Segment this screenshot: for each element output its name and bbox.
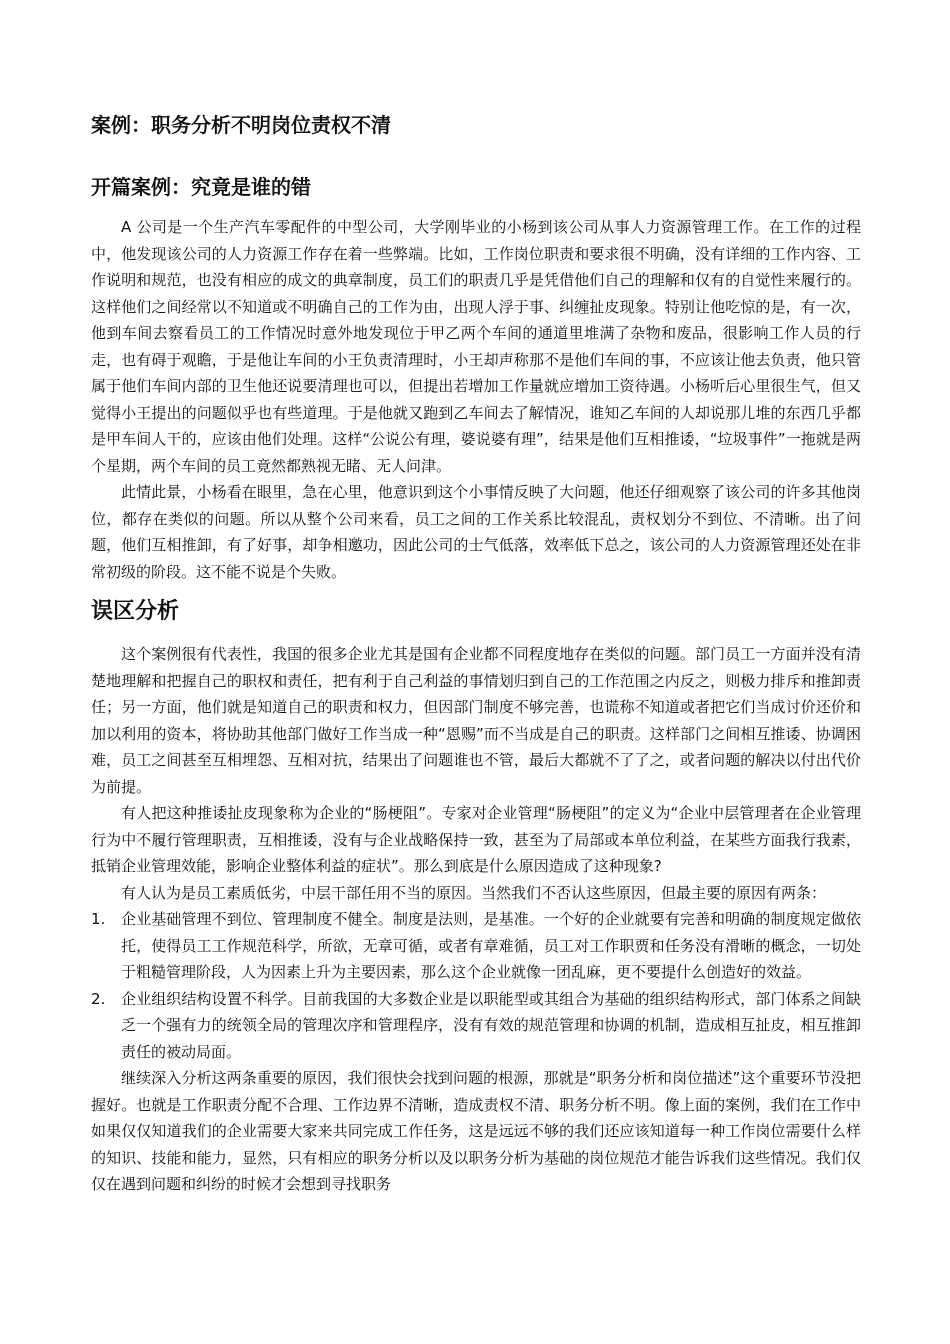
analysis-paragraph-1: 这个案例很有代表性，我国的很多企业尤其是国有企业都不同程度地存在类似的问题。部门员工一方面并没有清楚地理解和把握自己的职权和责任，把有利于自己利益的事情划归到自己的工作范围之内反之，则极力排斥和推卸责任；另一方面，他们就是知道自己的职责和权力，但因部门制度不够完善，也谎称不知道或者把它们当成讨价还价和加以利用的资本，将协助其他部门做好工作当成一种“恩赐”而不当成是自己的职责。这样部门之间相互推诿、协调困难，员工之间甚至互相埋怨、互相对抗，结果出了问题谁也不管，最后大都就不了了之，或者问题的解决以付出代价为前提。 [91, 645, 861, 796]
analysis-paragraph-2: 有人把这种推诿扯皮现象称为企业的“肠梗阻”。专家对企业管理“肠梗阻”的定义为“企业中层管理者在企业管理行为中不履行管理职责，互相推诿，没有与企业战略保持一致，甚至为了局部或本单位利益，在某些方面我行我素，抵销企业管理效能，影响企业整体利益的症状”。那么到底是什么原因造成了这种现象? [91, 804, 861, 875]
analysis-title: 误区分析 [91, 599, 180, 624]
opening-case-title: 开篇案例：究竟是谁的错 [91, 175, 311, 199]
opening-paragraph-2: 此情此景，小杨看在眼里，急在心里，他意识到这个小事情反映了大问题，他还仔细观察了该公司的许多其他岗位，都存在类似的问题。所以从整个公司来看，员工之间的工作关系比较混乱，责权划分不到位、不清晰。出了问题，他们互相推卸，有了好事，却争相邀功，因此公司的士气低落，效率低下总之，该公司的人力资源管理还处在非常初级的阶段。这不能不说是个失败。 [91, 483, 861, 581]
list-item-number: 1. [91, 910, 106, 928]
document-page [91, 108, 861, 1198]
closing-paragraph: 继续深入分析这两条重要的原因，我们很快会找到问题的根源，那就是“职务分析和岗位描述”这个重要环节没把握好。也就是工作职责分配不合理、工作边界不清晰，造成责权不清、职务分析不明。像上面的案例，我们在工作中如果仅仅知道我们的企业需要大家来共同完成工作任务，这是远远不够的我们还应该知道每一种工作岗位需要什么样的知识、技能和能力，显然，只有相应的职务分析以及以职务分析为基础的岗位规范才能告诉我们这些情况。我们仅仅在遇到问题和纠纷的时候才会想到寻找职务 [91, 1069, 861, 1193]
list-item-text: 企业基础管理不到位、管理制度不健全。制度是法则，是基准。一个好的企业就要有完善和明确的制度规定做依托，使得员工工作规范科学，所欲，无章可循，或者有章难循，员工对工作职贾和任务没有滑晰的概念，一切处于粗糙管理阶段，人为因素上升为主要因素，那么这个企业就像一团乱麻，更不要提什么创造好的效益。 [121, 910, 861, 981]
list-item [91, 986, 861, 1066]
list-item-text: 企业组织结构设置不科学。目前我国的大多数企业是以职能型或其组合为基础的组织结构形式，部门体系之间缺乏一个强有力的统领全局的管理次序和管理程序，没有有效的规范管理和协调的机制，造成相互扯皮，相互推卸责任的被动局面。 [121, 989, 861, 1061]
reasons-list [91, 906, 861, 1065]
analysis-paragraph-3: 有人认为是员工素质低劣，中层干部任用不当的原因。当然我们不否认这些原因，但最主要的原因有两条： [121, 883, 827, 902]
list-item-number: 2. [91, 989, 106, 1008]
list-item [91, 906, 861, 986]
case-title: 案例：职务分析不明岗位责权不清 [91, 113, 391, 137]
opening-paragraph-1: A 公司是一个生产汽车零配件的中型公司，大学刚毕业的小杨到该公司从事人力资源管理工作。在工作的过程中，他发现该公司的人力资源工作存在着一些弊端。比如，工作岗位职责和要求很不明确，没有详细的工作内容、工作说明和规范，也没有相应的成文的典章制度，员工们的职责几乎是凭借他们自己的理解和仅有的自觉性来履行的。这样他们之间经常以不知道或不明确自己的工作为由，出现人浮于事、纠缠扯皮现象。特别让他吃惊的是，有一次，他到车间去察看员工的工作情况时意外地发现位于甲乙两个车间的通道里堆满了杂物和废品，很影响工作人员的行走，也有碍于观瞻，于是他让车间的小王负责清理时，小王却声称那不是他们车间的事，不应该让他去负责，他只管属于他们车间内部的卫生他还说要清理也可以，但提出若增加工作量就应增加工资待遇。小杨听后心里很生气，但又觉得小王提出的问题似乎也有些道理。于是他就又跑到乙车间去了解情况，谁知乙车间的人却说那儿堆的东西几乎都是甲车间人干的，应该由他们处理。这样“公说公有理，婆说婆有理”，结果是他们互相推诿，“垃圾事件”一拖就是两个星期，两个车间的员工竟然都熟视无睹、无人问津。 [91, 218, 861, 475]
